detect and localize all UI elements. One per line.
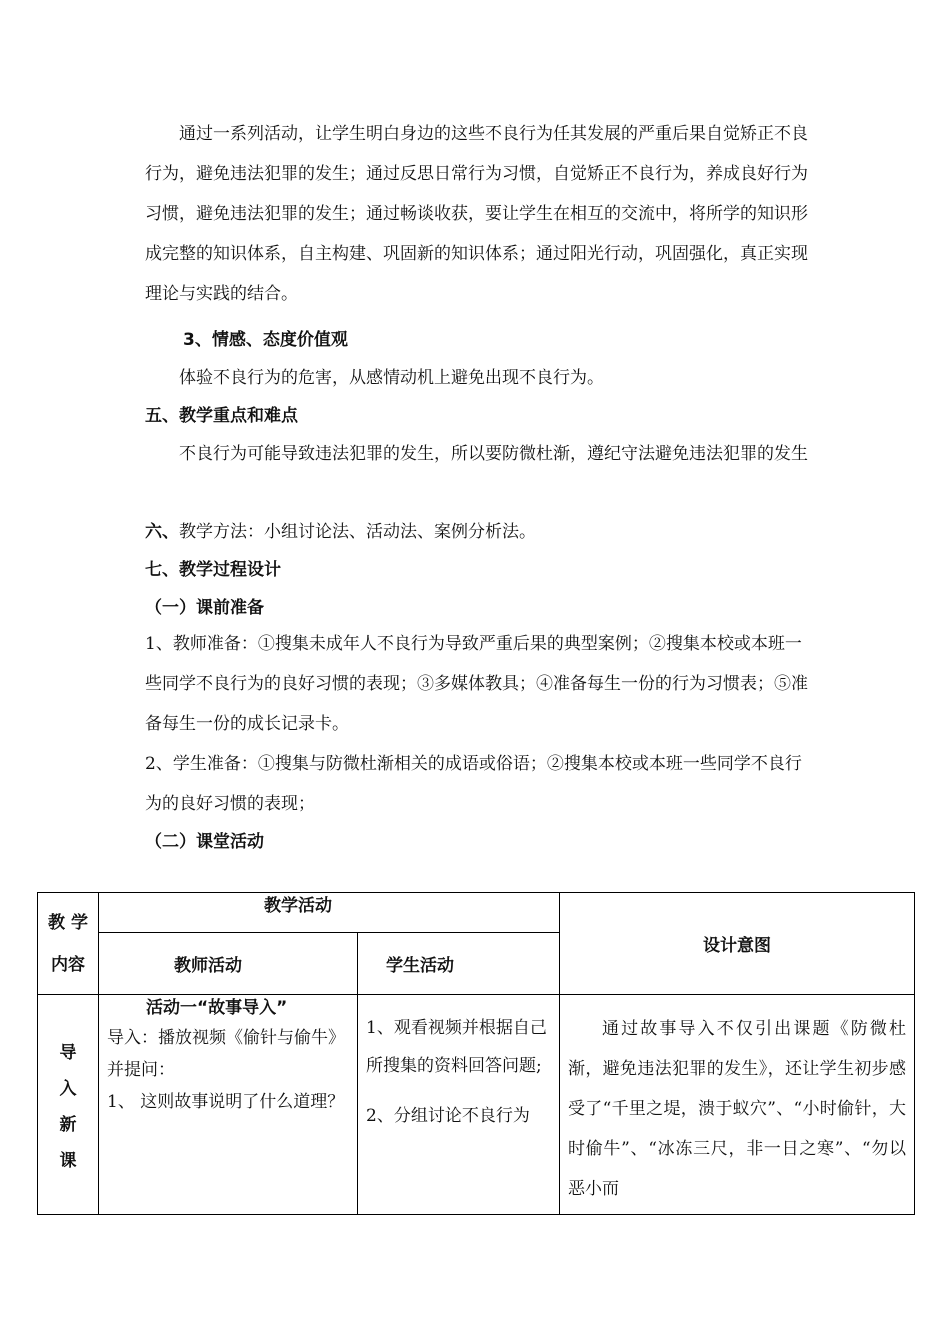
teaching-methods: 教学方法：小组讨论法、活动法、案例分析法。	[179, 522, 536, 542]
student-line-2: 2、分组讨论不良行为	[366, 1106, 530, 1126]
purpose-header: 设计意图	[560, 893, 915, 995]
student-activity-header: 学生活动	[358, 933, 560, 995]
label-char-4: 课	[59, 1151, 77, 1171]
teacher-prep-paragraph: 1、教师准备：①搜集未成年人不良行为导致严重后果的典型案例；②搜集本校或本班一些同学不良行为的良好习惯的表现；③多媒体教具；④准备每生一份的行为习惯表；⑤准备每生一份的成长记录卡。	[145, 634, 808, 734]
objective-paragraph: 通过一系列活动，让学生明白身边的这些不良行为任其发展的严重后果自觉矫正不良行为，避免违法犯罪的发生；通过反思日常行为习惯，自觉矫正不良行为，养成良好行为习惯，避免违法犯罪的发生；通过畅谈收获，要让学生在相互的交流中，将所学的知识形成完整的知识体系，自主构建、巩固新的知识体系；通过阳光行动，巩固强化，真正实现理论与实践的结合。	[145, 124, 808, 304]
content-header-line1: 教 学	[48, 912, 88, 933]
section-7-2-heading: （二）课堂活动	[145, 832, 264, 852]
section-6-line	[145, 512, 810, 552]
teacher-line-2: 并提问：	[107, 1060, 175, 1080]
purpose-text: 通过故事导入不仅引出课题《防微杜渐，避免违法犯罪的发生》，还让学生初步感受了“千里之堤，溃于蚁穴”、“小时偷针，大时偷牛”、“冰冻三尺，非一日之寒”、“勿以恶小而	[568, 1019, 906, 1199]
activity-title: 活动一“故事导入”	[146, 998, 288, 1018]
section-7-1-heading: （一）课前准备	[145, 598, 264, 618]
content-header-line2: 内容	[51, 954, 85, 975]
emotion-paragraph: 体验不良行为的危害，从感情动机上避免出现不良行为。	[179, 368, 604, 388]
label-char-1: 导	[59, 1043, 77, 1063]
lesson-intro-label	[38, 995, 99, 1215]
label-char-3: 新	[59, 1115, 77, 1135]
student-activity-cell	[358, 995, 560, 1215]
label-char-2: 入	[59, 1079, 77, 1099]
section-3-heading: 3、情感、态度价值观	[183, 330, 348, 350]
teacher-activity-cell	[99, 995, 358, 1215]
section-5-heading: 五、教学重点和难点	[145, 406, 298, 426]
lesson-table	[37, 892, 915, 1215]
teacher-activity-header: 教师活动	[99, 933, 358, 995]
activities-header: 教学活动	[99, 893, 560, 933]
section-6-label: 六、	[145, 522, 179, 542]
teacher-line-3: 1、 这则故事说明了什么道理？	[107, 1092, 345, 1112]
key-points-paragraph: 不良行为可能导致违法犯罪的发生，所以要防微杜渐，遵纪守法避免违法犯罪的发生	[179, 444, 808, 464]
content-header	[38, 893, 99, 995]
purpose-cell	[560, 995, 915, 1215]
teacher-line-1: 导入：播放视频《偷针与偷牛》	[107, 1028, 345, 1048]
section-7-heading: 七、教学过程设计	[145, 560, 281, 580]
student-prep-paragraph: 2、学生准备：①搜集与防微杜渐相关的成语或俗语；②搜集本校或本班一些同学不良行为的良好习惯的表现；	[145, 754, 802, 814]
student-line-1: 1、观看视频并根据自己所搜集的资料回答问题;	[366, 1018, 547, 1076]
